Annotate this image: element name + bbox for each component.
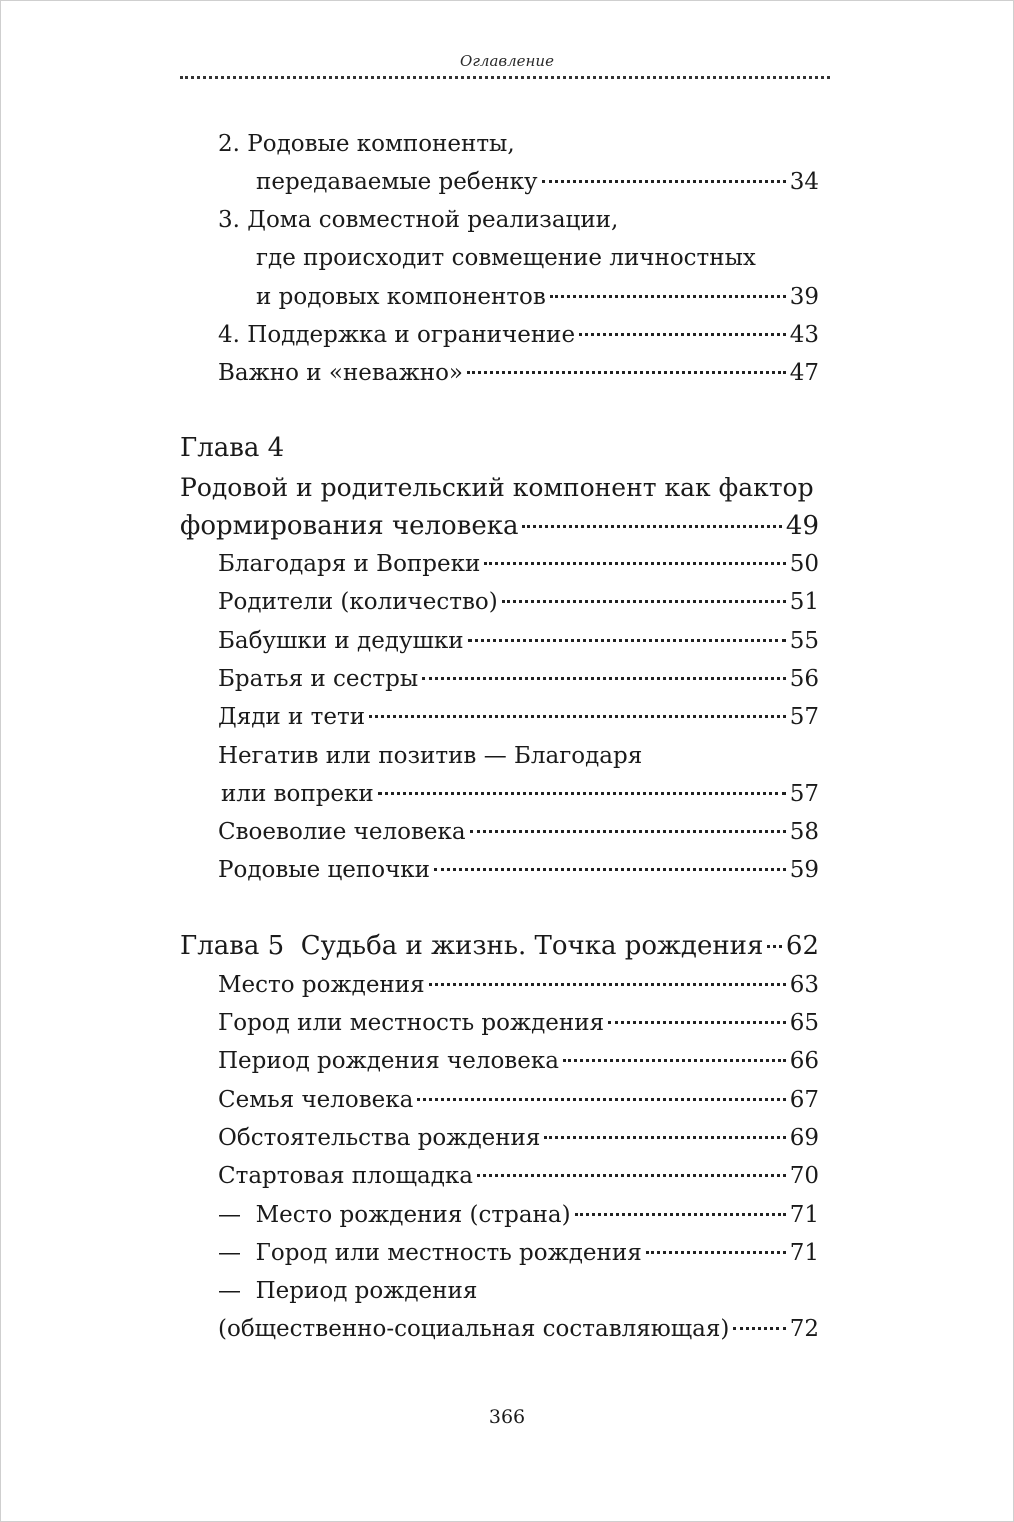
dot-leader xyxy=(467,371,786,374)
toc-page-number: 65 xyxy=(789,1010,819,1036)
toc-entry-title: 2. Родовые компоненты, xyxy=(218,131,515,157)
toc-entry[interactable] xyxy=(218,548,819,580)
toc-entry-title: Бабушки и дедушки xyxy=(218,628,464,654)
toc-entry-title: Стартовая площадка xyxy=(218,1163,473,1189)
toc-entry[interactable] xyxy=(218,319,819,351)
dot-leader xyxy=(434,868,786,871)
toc-entry[interactable] xyxy=(256,242,819,274)
toc-entry-title: — Город или местность рождения xyxy=(218,1240,642,1266)
toc-page-number: 70 xyxy=(789,1163,819,1189)
dot-leader xyxy=(579,333,786,336)
toc-entry[interactable] xyxy=(218,1160,819,1192)
toc-entry[interactable] xyxy=(218,1045,819,1077)
toc-entry-title: Своеволие человека xyxy=(218,819,466,845)
dot-leader xyxy=(563,1059,786,1062)
toc-entry-title: Родовые цепочки xyxy=(218,857,430,883)
toc-page-number: 59 xyxy=(789,857,819,883)
toc-page-number: 66 xyxy=(789,1048,819,1074)
toc-entry-title: Негатив или позитив — Благодаря xyxy=(218,743,643,769)
toc-entry[interactable] xyxy=(218,740,819,772)
dot-leader xyxy=(369,715,786,718)
toc-entry[interactable] xyxy=(218,204,819,236)
toc-page-number: 47 xyxy=(789,360,819,386)
toc-entry-title: Благодаря и Вопреки xyxy=(218,551,481,577)
toc-entry-title: Братья и сестры xyxy=(218,666,419,692)
toc-entry-title: Родители (количество) xyxy=(218,589,498,615)
dot-leader xyxy=(646,1251,786,1254)
toc-entry-title: Город или местность рождения xyxy=(218,1010,605,1036)
toc-page-number: 49 xyxy=(785,511,819,541)
toc-entry-title: — Период рождения xyxy=(218,1278,478,1304)
toc-entry[interactable] xyxy=(218,663,819,695)
toc-entry[interactable] xyxy=(218,357,819,389)
toc-page-number: 71 xyxy=(789,1240,819,1266)
toc-entry-title: — Место рождения (страна) xyxy=(218,1202,571,1228)
toc-entry[interactable] xyxy=(218,128,819,160)
dot-leader xyxy=(550,295,786,298)
dot-leader xyxy=(477,1174,786,1177)
page-number: 366 xyxy=(488,1406,526,1428)
dot-leader xyxy=(468,639,786,642)
toc-page-number: 57 xyxy=(789,704,819,730)
toc-entry[interactable] xyxy=(218,854,819,886)
dot-leader xyxy=(608,1021,786,1024)
dot-leader xyxy=(767,945,782,948)
toc-entry-title: (общественно-социальная составляющая) xyxy=(218,1316,730,1342)
toc-page-number: 43 xyxy=(789,322,819,348)
chapter-title: формирования человека xyxy=(180,511,519,541)
toc-entry-title: 3. Дома совместной реализации, xyxy=(218,207,619,233)
chapter-heading[interactable] xyxy=(180,930,819,962)
toc-entry[interactable] xyxy=(218,1084,819,1116)
toc-entry-title: Место рождения xyxy=(218,972,425,998)
running-head: Оглавление xyxy=(460,52,554,70)
dot-leader xyxy=(378,792,786,795)
toc-entry[interactable] xyxy=(221,778,819,810)
toc-entry-title: Семья человека xyxy=(218,1087,414,1113)
toc-page-number: 72 xyxy=(789,1316,819,1342)
toc-page-number: 50 xyxy=(789,551,819,577)
toc-page-number: 39 xyxy=(789,284,819,310)
dot-leader xyxy=(502,600,786,603)
toc-page-number: 63 xyxy=(789,972,819,998)
toc-entry[interactable] xyxy=(218,1275,819,1307)
toc-page-number: 58 xyxy=(789,819,819,845)
toc-page-number: 67 xyxy=(789,1087,819,1113)
toc-entry[interactable] xyxy=(218,1199,819,1231)
dot-leader xyxy=(422,677,786,680)
dot-leader xyxy=(544,1136,785,1139)
toc-page-number: 34 xyxy=(789,169,819,195)
toc-page-number: 56 xyxy=(789,666,819,692)
toc-page-number: 57 xyxy=(789,781,819,807)
toc-entry[interactable] xyxy=(218,586,819,618)
toc-entry-title: Дяди и тети xyxy=(218,704,366,730)
toc-entry-title: Важно и «неважно» xyxy=(218,360,463,386)
dot-leader xyxy=(522,525,781,528)
toc-page-number: 62 xyxy=(785,931,819,961)
toc-page-number: 51 xyxy=(789,589,819,615)
toc-entry[interactable] xyxy=(218,701,819,733)
toc-entry-title: Обстоятельства рождения xyxy=(218,1125,541,1151)
toc-entry[interactable] xyxy=(218,1237,819,1269)
toc-entry[interactable] xyxy=(218,969,819,1001)
dot-leader xyxy=(429,983,786,986)
toc-entry[interactable] xyxy=(218,816,819,848)
dot-leader xyxy=(575,1213,786,1216)
dot-leader xyxy=(542,180,786,183)
toc-entry-title: передаваемые ребенку xyxy=(256,169,538,195)
chapter-title: Родовой и родительский компонент как фактор xyxy=(180,473,814,502)
chapter-label: Глава 4 xyxy=(180,433,285,463)
dot-leader xyxy=(417,1098,785,1101)
chapter-heading[interactable] xyxy=(180,432,819,464)
toc-entry-title: Период рождения человека xyxy=(218,1048,559,1074)
header-dotted-rule xyxy=(180,76,830,79)
dot-leader xyxy=(733,1327,785,1330)
toc-page-number: 71 xyxy=(789,1202,819,1228)
toc-entry[interactable] xyxy=(256,166,819,198)
toc-entry[interactable] xyxy=(256,281,819,313)
dot-leader xyxy=(484,562,785,565)
toc-entry-title: или вопреки xyxy=(221,781,374,807)
toc-entry-title: где происходит совмещение личностных xyxy=(256,245,756,271)
chapter-heading[interactable] xyxy=(180,510,819,542)
toc-page-number: 55 xyxy=(789,628,819,654)
toc-entry-title: 4. Поддержка и ограничение xyxy=(218,322,576,348)
toc-page-number: 69 xyxy=(789,1125,819,1151)
toc-entry[interactable] xyxy=(218,1007,819,1039)
toc-entry-title: и родовых компонентов xyxy=(256,284,546,310)
dot-leader xyxy=(470,830,786,833)
toc-entry[interactable] xyxy=(218,1313,819,1345)
chapter-title: Глава 5 Судьба и жизнь. Точка рождения xyxy=(180,931,764,961)
chapter-heading[interactable] xyxy=(180,472,819,504)
toc-entry[interactable] xyxy=(218,625,819,657)
toc-entry[interactable] xyxy=(218,1122,819,1154)
